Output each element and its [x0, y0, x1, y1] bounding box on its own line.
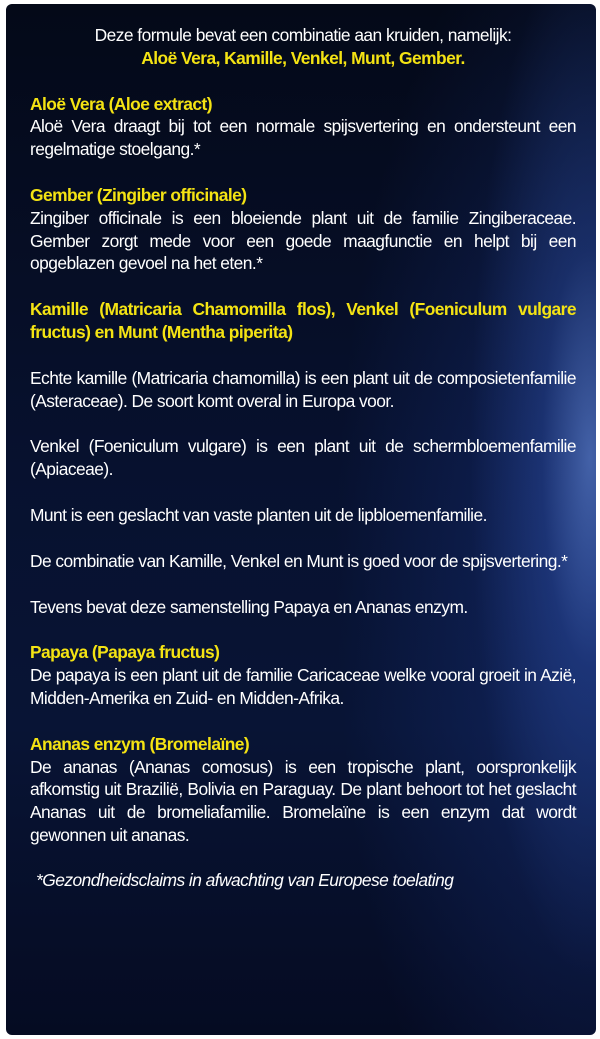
paragraph-venkel [30, 435, 576, 481]
paragraph-kamille [30, 367, 576, 413]
paragraph-enzymen [30, 596, 576, 619]
text-venkel: Venkel (Foeniculum vulgare) is een plant uit de schermbloemenfamilie (Apiaceae). [30, 436, 576, 480]
text-combinatie: De combinatie van Kamille, Venkel en Munt is goed voor de spijsvertering.* [30, 550, 568, 571]
section-gember [30, 184, 576, 275]
paragraph-combinatie [30, 550, 576, 573]
text-aloe-vera: Aloë Vera draagt bij tot een normale spijsvertering en ondersteunt een regelmatige stoelgang.* [30, 116, 576, 160]
intro-text: Deze formule bevat een combinatie aan kruiden, namelijk: [94, 25, 512, 45]
label-panel [6, 4, 596, 1035]
heading-ananas: Ananas enzym (Bromelaïne) [30, 733, 250, 754]
label-content [30, 24, 576, 892]
text-enzymen: Tevens bevat deze samenstelling Papaya en Ananas enzym. [30, 596, 468, 617]
footnote-health-claims: *Gezondheidsclaims in afwachting van Europese toelating [36, 869, 454, 890]
paragraph-munt [30, 504, 576, 527]
section-kamille-venkel-munt [30, 298, 576, 618]
heading-aloe-vera: Aloë Vera (Aloe extract) [30, 93, 213, 114]
text-munt: Munt is een geslacht van vaste planten uit de lipbloemenfamilie. [30, 504, 487, 525]
heading-gember: Gember (Zingiber officinale) [30, 184, 247, 205]
heading-kamille-venkel-munt: Kamille (Matricaria Chamomilla flos), Venkel (Foeniculum vulgare fructus) en Munt (Mentha piperita) [30, 299, 576, 342]
section-ananas [30, 733, 576, 847]
section-papaya [30, 641, 576, 709]
text-kamille: Echte kamille (Matricaria chamomilla) is een plant uit de composietenfamilie (Asteraceae). De soort komt overal in Europa voor. [30, 367, 576, 411]
text-ananas: De ananas (Ananas comosus) is een tropische plant, oorspronkelijk afkomstig uit Brazilië, Bolivia en Paraguay. De plant behoort tot het geslacht Ananas uit de bromeliafamilie. Bromelaïne is een enzym dat wordt gewonnen uit ananas. [30, 756, 576, 845]
text-papaya: De papaya is een plant uit de familie Caricaceae welke vooral groeit in Azië, Midden-Amerika en Zuid- en Midden-Afrika. [30, 665, 576, 708]
heading-papaya: Papaya (Papaya fructus) [30, 642, 220, 663]
text-gember: Zingiber officinale is een bloeiende plant uit de familie Zingiberaceae. Gember zorgt mede voor een goede maagfunctie en helpt bij een opgeblazen gevoel na het eten.* [30, 207, 576, 274]
section-aloe-vera [30, 93, 576, 161]
intro-block [30, 24, 576, 70]
herb-list: Aloë Vera, Kamille, Venkel, Munt, Gember. [141, 47, 465, 68]
